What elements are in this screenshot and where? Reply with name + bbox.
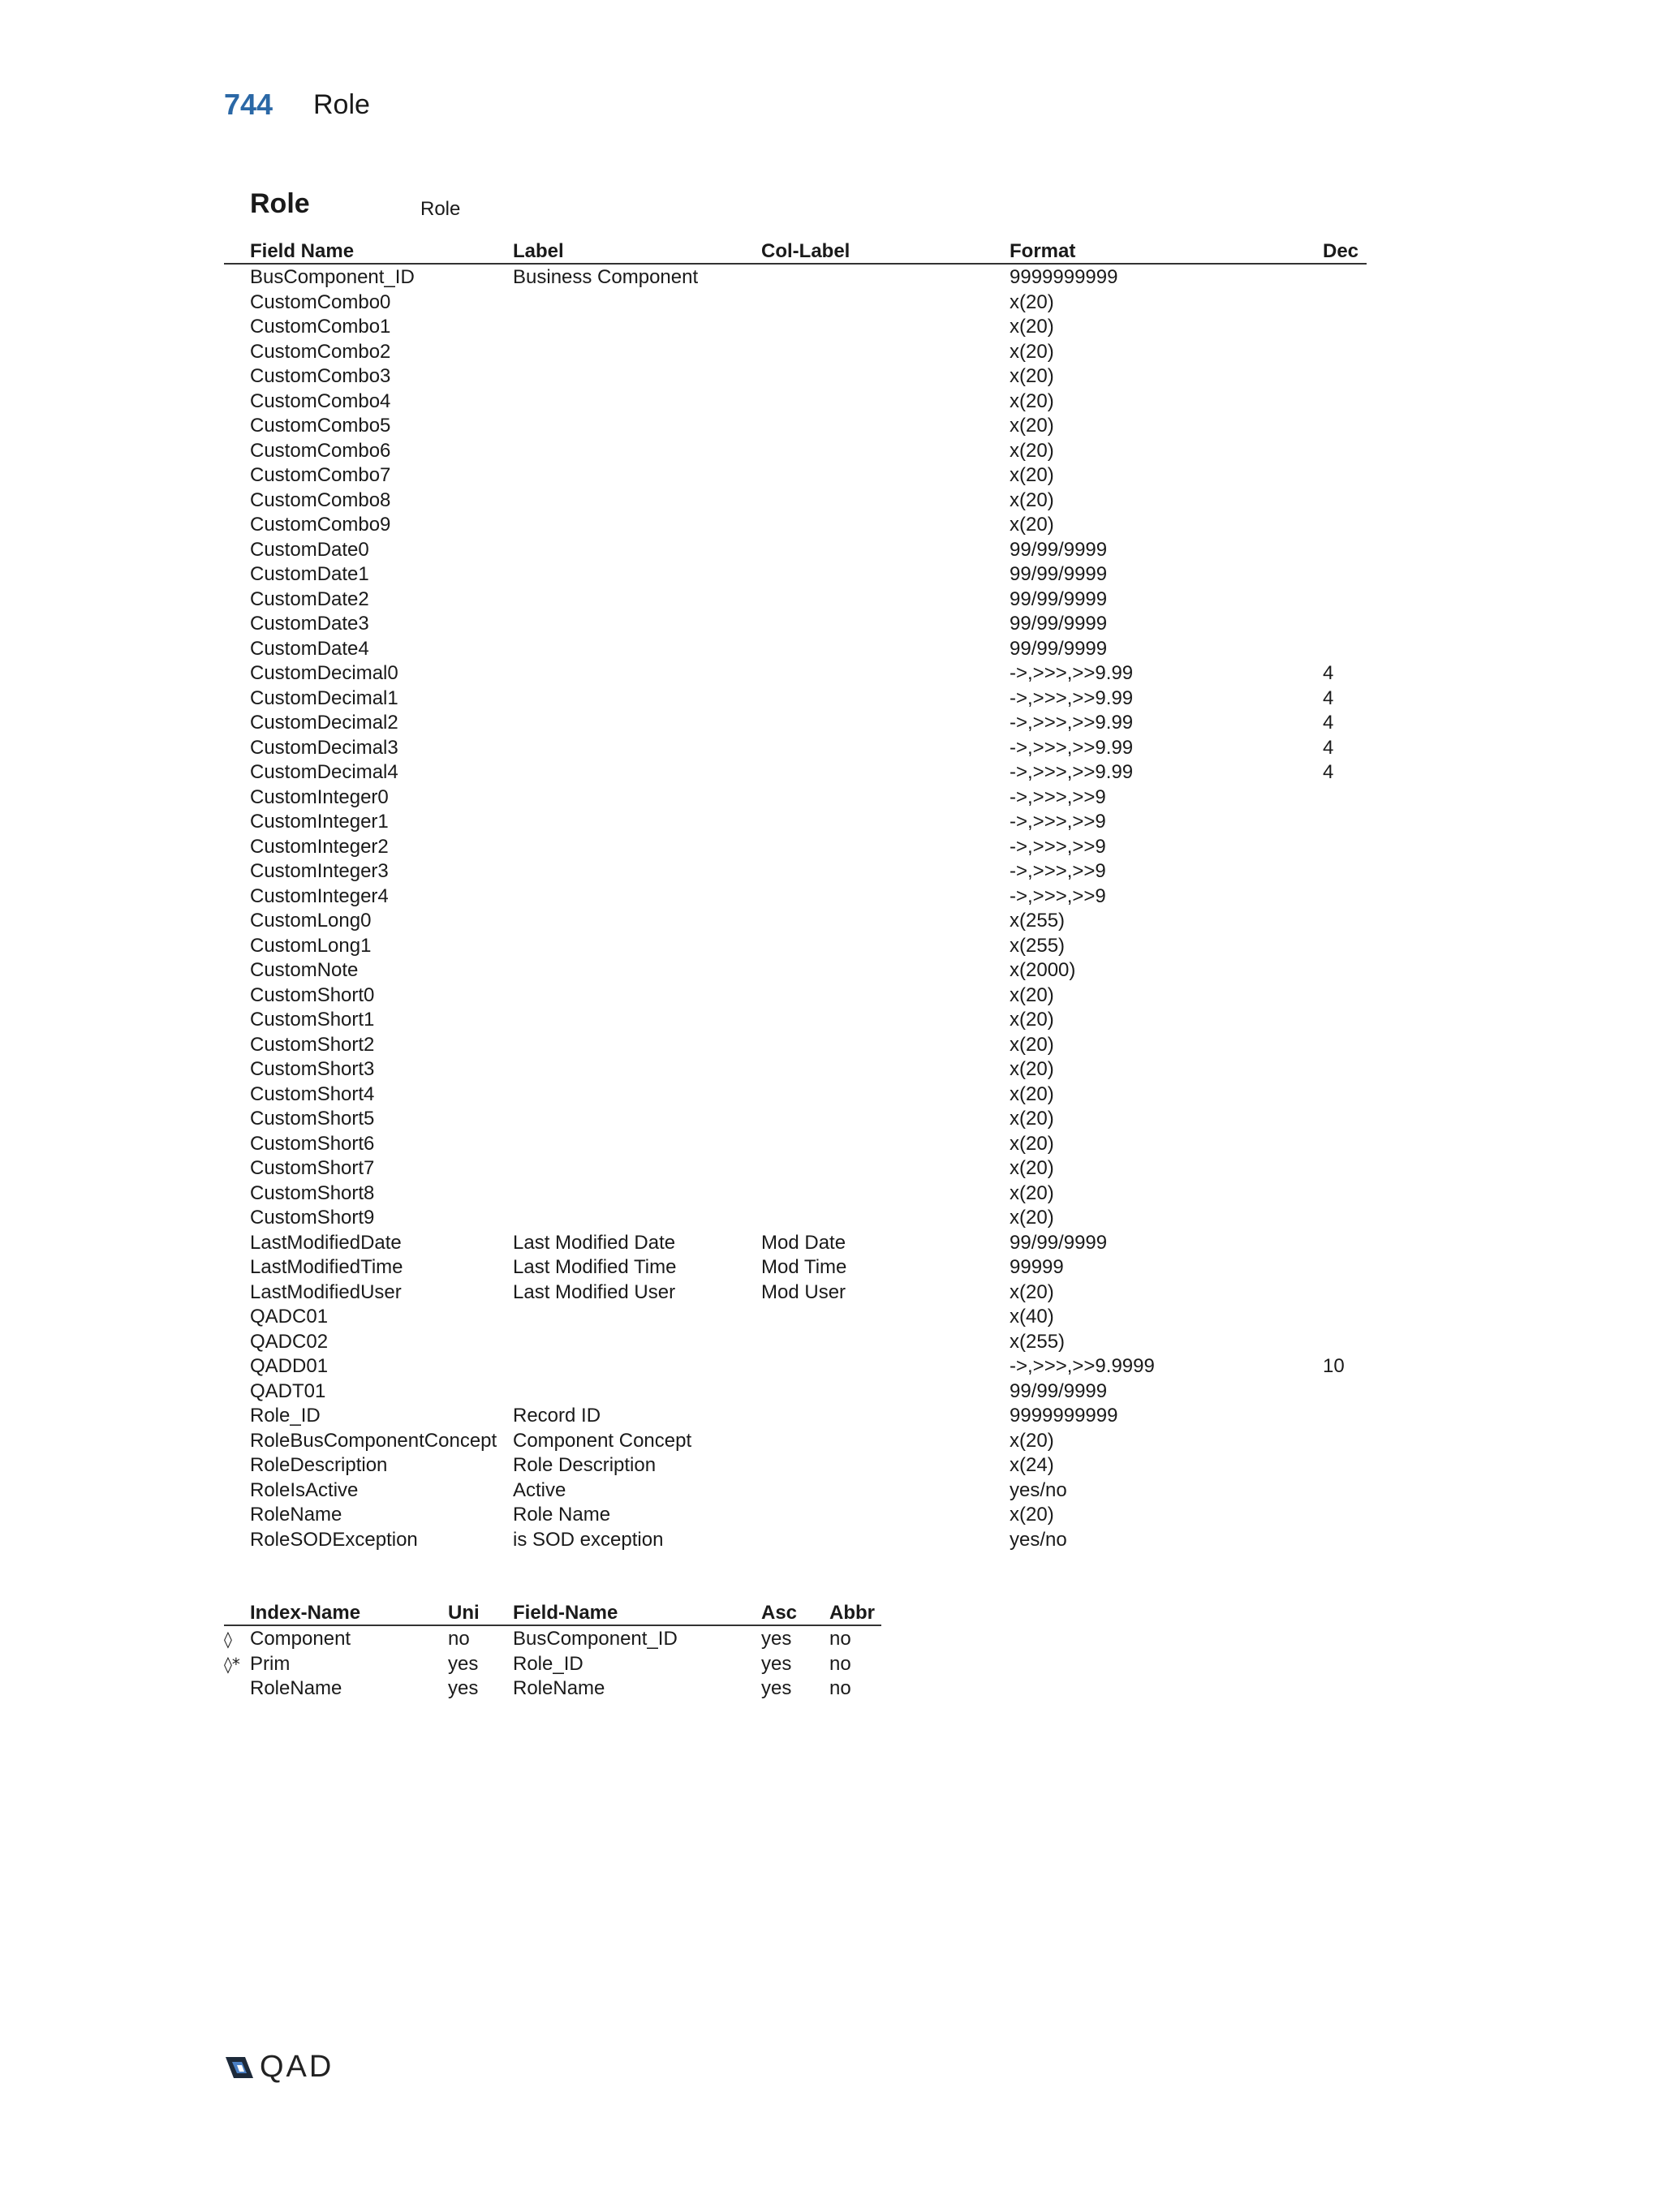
cell-field-name: RoleName	[513, 1677, 605, 1699]
cell-field-name: CustomDecimal3	[250, 736, 398, 759]
cell-format: 99/99/9999	[1010, 613, 1108, 635]
cell-abbr: no	[829, 1628, 851, 1650]
cell-field-name: CustomInteger1	[250, 811, 389, 833]
cell-field-name: CustomDate2	[250, 587, 369, 610]
cell-format: 99/99/9999	[1010, 637, 1108, 660]
cell-field-name: BusComponent_ID	[250, 266, 415, 288]
cell-field-name: RoleBusComponentConcept	[250, 1429, 497, 1452]
table-row	[224, 563, 1367, 588]
cell-field-name: LastModifiedUser	[250, 1280, 402, 1303]
table-row	[224, 860, 1367, 885]
cell-field-name: CustomCombo2	[250, 340, 391, 363]
cell-field-name: RoleName	[250, 1504, 342, 1526]
cell-label: Role Name	[513, 1504, 611, 1526]
cell-format: x(20)	[1010, 290, 1054, 313]
index-table-header	[224, 1602, 881, 1626]
cell-field-name: QADC02	[250, 1330, 329, 1353]
cell-format: ->,>>>,>>9.9999	[1010, 1355, 1155, 1377]
table-row	[224, 786, 1367, 811]
cell-format: x(20)	[1010, 1132, 1054, 1155]
cell-field-name: CustomInteger0	[250, 785, 389, 808]
cell-field-name: CustomShort1	[250, 1009, 375, 1031]
cell-format: ->,>>>,>>9	[1010, 811, 1106, 833]
cell-field-name: RoleIsActive	[250, 1478, 359, 1501]
table-row	[224, 811, 1367, 836]
table-row	[224, 910, 1367, 935]
cell-format: 99/99/9999	[1010, 563, 1108, 585]
cell-format: x(20)	[1010, 1504, 1054, 1526]
cell-format: x(20)	[1010, 316, 1054, 338]
page-heading: Role	[313, 89, 370, 120]
cell-field-name: RoleDescription	[250, 1454, 388, 1476]
table-row	[224, 687, 1367, 712]
cell-col-label: Mod User	[761, 1280, 846, 1303]
cell-field-name: Role_ID	[250, 1405, 321, 1427]
cell-format: x(255)	[1010, 934, 1066, 957]
index-table	[224, 1602, 881, 1702]
cell-format: x(20)	[1010, 1181, 1054, 1204]
table-row	[224, 662, 1367, 687]
cell-format: x(20)	[1010, 514, 1054, 536]
field-rows	[224, 266, 1367, 1553]
cell-format: x(20)	[1010, 1280, 1054, 1303]
cell-uni: yes	[448, 1652, 479, 1675]
cell-format: 99/99/9999	[1010, 1231, 1108, 1254]
cell-field-name: CustomCombo9	[250, 514, 391, 536]
cell-format: x(20)	[1010, 464, 1054, 486]
cell-abbr: no	[829, 1677, 851, 1699]
table-row	[224, 1653, 881, 1678]
table-row	[224, 365, 1367, 390]
table-row	[224, 1083, 1367, 1108]
cell-field-name: CustomNote	[250, 959, 359, 981]
table-row	[224, 341, 1367, 366]
index-rows	[224, 1628, 881, 1702]
cell-format: x(20)	[1010, 1108, 1054, 1130]
cell-field-name: CustomLong1	[250, 934, 372, 957]
cell-field-name: LastModifiedTime	[250, 1256, 403, 1278]
cell-field-name: CustomDecimal0	[250, 662, 398, 684]
cell-asc: yes	[761, 1677, 792, 1699]
table-row	[224, 1504, 1367, 1529]
cell-format: 99999	[1010, 1256, 1064, 1278]
table-row	[224, 514, 1367, 539]
cell-index-name: Prim	[250, 1652, 291, 1675]
table-row	[224, 1306, 1367, 1331]
cell-format: x(20)	[1010, 340, 1054, 363]
cell-index-marker: ◊	[224, 1629, 232, 1649]
cell-field-name: CustomCombo7	[250, 464, 391, 486]
cell-field-name: CustomCombo6	[250, 439, 391, 462]
cell-field-name: CustomInteger2	[250, 835, 389, 858]
table-row	[224, 959, 1367, 984]
table-row	[224, 613, 1367, 638]
cell-field-name: BusComponent_ID	[513, 1628, 678, 1650]
cell-dec: 4	[1323, 712, 1334, 734]
col-header-asc: Asc	[761, 1602, 798, 1624]
cell-format: ->,>>>,>>9	[1010, 860, 1106, 882]
cell-format: ->,>>>,>>9	[1010, 785, 1106, 808]
cell-field-name: CustomDecimal1	[250, 686, 398, 709]
cell-format: 9999999999	[1010, 266, 1118, 288]
cell-dec: 4	[1323, 662, 1334, 684]
cell-format: x(20)	[1010, 389, 1054, 412]
table-row	[224, 836, 1367, 861]
cell-label: Component Concept	[513, 1429, 692, 1452]
cell-field-name: CustomDate3	[250, 613, 369, 635]
col-header-dec: Dec	[1323, 240, 1359, 262]
table-row	[224, 1281, 1367, 1306]
cell-label: is SOD exception	[513, 1528, 664, 1551]
table-row	[224, 415, 1367, 440]
qad-logo-text: QAD	[260, 2050, 334, 2084]
cell-field-name: CustomCombo8	[250, 488, 391, 511]
qad-logo	[224, 2050, 334, 2085]
col-header-format: Format	[1010, 240, 1076, 262]
cell-field-name: CustomShort5	[250, 1108, 375, 1130]
cell-field-name: CustomDecimal2	[250, 712, 398, 734]
cell-format: ->,>>>,>>9.99	[1010, 662, 1134, 684]
cell-col-label: Mod Date	[761, 1231, 846, 1254]
cell-format: ->,>>>,>>9.99	[1010, 761, 1134, 783]
cell-format: ->,>>>,>>9.99	[1010, 686, 1134, 709]
table-row	[224, 1034, 1367, 1059]
table-row	[224, 1256, 1367, 1281]
cell-dec: 4	[1323, 761, 1334, 783]
cell-field-name: QADT01	[250, 1379, 326, 1402]
cell-format: x(24)	[1010, 1454, 1054, 1476]
cell-format: x(255)	[1010, 1330, 1066, 1353]
qad-logo-icon	[224, 2054, 255, 2081]
cell-index-marker: ◊*	[224, 1654, 240, 1674]
cell-asc: yes	[761, 1652, 792, 1675]
cell-field-name: RoleSODException	[250, 1528, 418, 1551]
table-title: Role	[250, 188, 310, 219]
cell-field-name: CustomDate0	[250, 538, 369, 561]
cell-field-name: CustomShort0	[250, 983, 375, 1006]
table-row	[224, 885, 1367, 910]
cell-field-name: CustomShort9	[250, 1207, 375, 1229]
table-row	[224, 539, 1367, 564]
cell-field-name: CustomInteger3	[250, 860, 389, 882]
table-row	[224, 1454, 1367, 1479]
col-header-index-name: Index-Name	[250, 1602, 361, 1624]
cell-field-name: CustomShort4	[250, 1082, 375, 1105]
table-row	[224, 266, 1367, 291]
cell-format: 99/99/9999	[1010, 587, 1108, 610]
cell-col-label: Mod Time	[761, 1256, 847, 1278]
table-row	[224, 1677, 881, 1702]
cell-format: x(20)	[1010, 1009, 1054, 1031]
cell-asc: yes	[761, 1628, 792, 1650]
table-row	[224, 1355, 1367, 1380]
col-header-uni: Uni	[448, 1602, 480, 1624]
cell-field-name: CustomLong0	[250, 910, 372, 932]
field-table	[224, 240, 1367, 1553]
cell-format: x(2000)	[1010, 959, 1076, 981]
cell-field-name: CustomShort7	[250, 1157, 375, 1179]
cell-label: Last Modified Time	[513, 1256, 677, 1278]
table-row	[224, 464, 1367, 489]
cell-uni: no	[448, 1628, 470, 1650]
cell-field-name: QADC01	[250, 1306, 329, 1328]
cell-field-name: CustomCombo4	[250, 389, 391, 412]
cell-label: Record ID	[513, 1405, 601, 1427]
cell-index-name: RoleName	[250, 1677, 342, 1699]
table-row	[224, 737, 1367, 762]
table-row	[224, 1058, 1367, 1083]
cell-field-name: CustomShort6	[250, 1132, 375, 1155]
cell-field-name: LastModifiedDate	[250, 1231, 402, 1254]
col-header-abbr: Abbr	[829, 1602, 875, 1624]
table-description: Role	[420, 198, 461, 220]
cell-field-name: CustomShort2	[250, 1033, 375, 1056]
cell-format: ->,>>>,>>9.99	[1010, 712, 1134, 734]
cell-label: Last Modified User	[513, 1280, 676, 1303]
cell-format: ->,>>>,>>9.99	[1010, 736, 1134, 759]
page-number: 744	[224, 88, 273, 121]
table-row	[224, 489, 1367, 514]
cell-field-name: CustomCombo0	[250, 290, 391, 313]
cell-dec: 4	[1323, 736, 1334, 759]
cell-label: Role Description	[513, 1454, 657, 1476]
cell-format: x(20)	[1010, 1033, 1054, 1056]
col-header-label: Label	[513, 240, 564, 262]
cell-format: x(20)	[1010, 488, 1054, 511]
cell-dec: 10	[1323, 1355, 1345, 1377]
cell-format: x(20)	[1010, 1157, 1054, 1179]
table-row	[224, 291, 1367, 316]
table-row	[224, 984, 1367, 1009]
cell-format: x(255)	[1010, 910, 1066, 932]
cell-format: yes/no	[1010, 1528, 1067, 1551]
col-header-field-name: Field-Name	[513, 1602, 618, 1624]
table-row	[224, 1430, 1367, 1455]
cell-uni: yes	[448, 1677, 479, 1699]
table-row	[224, 1108, 1367, 1133]
cell-field-name: Role_ID	[513, 1652, 583, 1675]
cell-format: 99/99/9999	[1010, 1379, 1108, 1402]
cell-format: x(40)	[1010, 1306, 1054, 1328]
cell-abbr: no	[829, 1652, 851, 1675]
cell-label: Active	[513, 1478, 566, 1501]
cell-field-name: CustomDecimal4	[250, 761, 398, 783]
cell-field-name: CustomInteger4	[250, 884, 389, 907]
field-table-header	[224, 240, 1367, 265]
cell-field-name: CustomShort3	[250, 1058, 375, 1080]
cell-field-name: CustomDate4	[250, 637, 369, 660]
table-row	[224, 440, 1367, 465]
cell-field-name: QADD01	[250, 1355, 329, 1377]
table-row	[224, 1380, 1367, 1405]
cell-field-name: CustomDate1	[250, 563, 369, 585]
table-row	[224, 1405, 1367, 1430]
cell-format: x(20)	[1010, 1429, 1054, 1452]
table-row	[224, 935, 1367, 960]
table-row	[224, 1529, 1367, 1554]
cell-format: x(20)	[1010, 365, 1054, 387]
cell-format: x(20)	[1010, 439, 1054, 462]
cell-field-name: CustomCombo5	[250, 415, 391, 437]
cell-format: x(20)	[1010, 415, 1054, 437]
table-row	[224, 1182, 1367, 1207]
table-row	[224, 1157, 1367, 1182]
cell-field-name: CustomShort8	[250, 1181, 375, 1204]
col-header-field-name: Field Name	[250, 240, 355, 262]
table-row	[224, 1232, 1367, 1257]
table-row	[224, 1009, 1367, 1034]
cell-format: 9999999999	[1010, 1405, 1118, 1427]
cell-format: x(20)	[1010, 983, 1054, 1006]
cell-format: x(20)	[1010, 1207, 1054, 1229]
cell-format: ->,>>>,>>9	[1010, 835, 1106, 858]
table-row	[224, 1628, 881, 1653]
cell-field-name: CustomCombo1	[250, 316, 391, 338]
col-header-col-label: Col-Label	[761, 240, 850, 262]
cell-format: x(20)	[1010, 1058, 1054, 1080]
table-row	[224, 712, 1367, 737]
table-row	[224, 1133, 1367, 1158]
cell-format: 99/99/9999	[1010, 538, 1108, 561]
table-row	[224, 1331, 1367, 1356]
cell-format: ->,>>>,>>9	[1010, 884, 1106, 907]
table-row	[224, 1207, 1367, 1232]
table-row	[224, 638, 1367, 663]
table-row	[224, 316, 1367, 341]
cell-format: x(20)	[1010, 1082, 1054, 1105]
table-row	[224, 761, 1367, 786]
cell-index-name: Component	[250, 1628, 351, 1650]
cell-format: yes/no	[1010, 1478, 1067, 1501]
cell-label: Business Component	[513, 266, 699, 288]
cell-dec: 4	[1323, 686, 1334, 709]
cell-label: Last Modified Date	[513, 1231, 676, 1254]
table-row	[224, 1479, 1367, 1504]
table-row	[224, 588, 1367, 613]
cell-field-name: CustomCombo3	[250, 365, 391, 387]
table-row	[224, 390, 1367, 415]
